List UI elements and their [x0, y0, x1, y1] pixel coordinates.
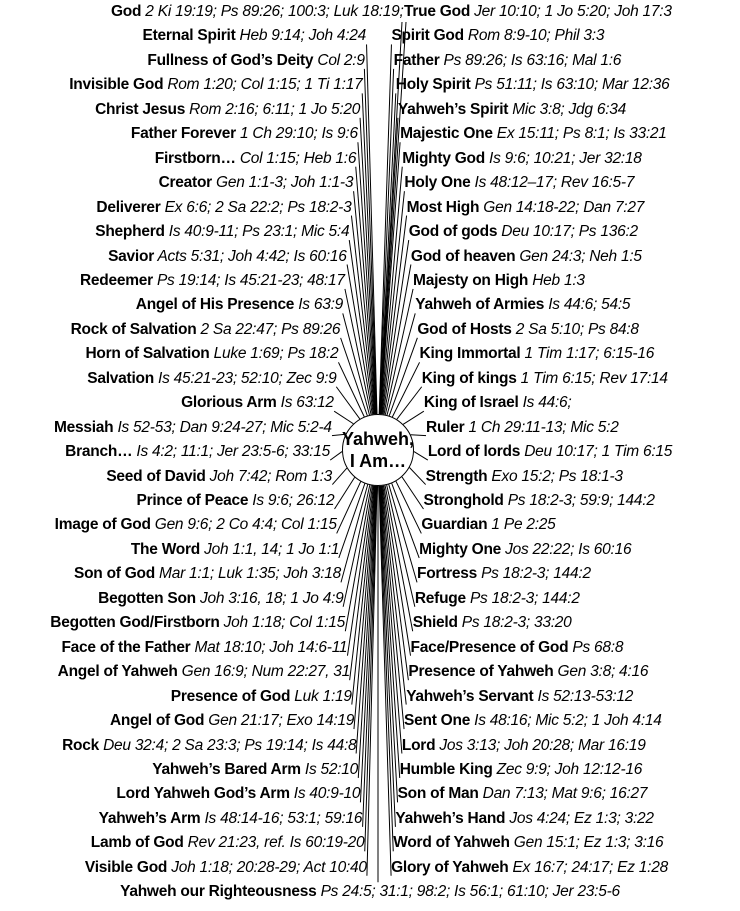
- name-label-bottom-0: [120, 882, 620, 902]
- scripture-reference: Ps 68:8: [568, 638, 624, 656]
- scripture-reference: Is 44:6;: [518, 394, 572, 412]
- name-text: Ruler: [426, 418, 465, 436]
- scripture-reference: Ps 24:5; 31:1; 98:2; Is 56:1; 61:10; Jer 23:5-6: [316, 883, 620, 901]
- ray-left-18: [332, 468, 347, 484]
- name-label-right-3: [398, 100, 626, 120]
- name-text: Deliverer: [96, 198, 161, 216]
- scripture-reference: 2 Sa 22:47; Ps 89:26: [196, 320, 341, 338]
- name-text: Salvation: [87, 369, 154, 387]
- scripture-reference: Luk 1:19: [290, 687, 352, 705]
- name-text: Lord of lords: [427, 443, 521, 461]
- name-text: Sent One: [404, 712, 471, 730]
- name-label-left-29: [62, 736, 356, 756]
- scripture-reference: Rom 8:9-10; Phil 3:3: [463, 27, 605, 45]
- name-text: Fortress: [417, 565, 478, 583]
- ray-right-17: [414, 452, 428, 461]
- name-text: Stronghold: [423, 492, 504, 509]
- name-text: God of Hosts: [417, 320, 512, 338]
- name-text: Strength: [425, 467, 488, 485]
- name-label-right-13: [420, 344, 655, 364]
- name-label-left-24: [50, 613, 345, 633]
- scripture-reference: Ps 18:2-3; 144:2: [465, 589, 580, 607]
- scripture-reference: Rev 21:23, ref. Is 60:19-20: [183, 834, 365, 852]
- name-label-right-5: [402, 149, 641, 169]
- ray-left-15: [334, 411, 353, 424]
- name-text: Lord Yahweh God’s Arm: [116, 785, 290, 803]
- scripture-reference: Jos 4:24; Ez 1:3; 3:22: [505, 809, 654, 827]
- ray-left-17: [330, 452, 342, 461]
- scripture-reference: 1 Ch 29:11-13; Mic 5:2: [464, 418, 619, 436]
- scripture-reference: Mic 3:8; Jdg 6:34: [508, 100, 627, 118]
- scripture-reference: Gen 9:6; 2 Co 4:4; Col 1:15: [150, 516, 337, 534]
- name-label-right-28: [404, 711, 662, 731]
- name-label-left-30: [152, 760, 358, 780]
- name-label-right-24: [413, 613, 572, 633]
- scripture-reference: Jos 3:13; Joh 20:28; Mar 16:19: [435, 736, 646, 754]
- name-text: Glorious Arm: [181, 394, 277, 412]
- name-text: Humble King: [399, 760, 493, 778]
- name-text: Mighty God: [402, 149, 485, 167]
- scripture-reference: Is 9:6; 26:12: [248, 492, 335, 509]
- name-text: Angel of Yahweh: [57, 663, 178, 681]
- scripture-reference: Ps 18:2-3; 59:9; 144:2: [503, 492, 655, 509]
- name-label-right-1: [394, 51, 622, 71]
- scripture-reference: Zec 9:9; Joh 12:12-16: [492, 760, 643, 778]
- name-text: Image of God: [54, 516, 151, 534]
- name-label-left-12: [71, 320, 341, 340]
- name-label-left-33: [91, 833, 365, 853]
- name-text: Holy Spirit: [395, 76, 471, 94]
- scripture-reference: Rom 1:20; Col 1:15; 1 Ti 1:17: [163, 76, 363, 94]
- name-label-right-12: [417, 320, 638, 340]
- name-label-left-13: [85, 344, 338, 364]
- scripture-reference: 1 Tim 1:17; 6:15-16: [520, 345, 655, 363]
- name-label-right-23: [415, 589, 580, 609]
- name-label-left-20: [55, 515, 337, 535]
- scripture-reference: 1 Ch 29:10; Is 9:6: [235, 125, 358, 143]
- scripture-reference: Is 52:10: [300, 760, 359, 778]
- name-label-left-25: [61, 638, 347, 658]
- name-text: Savior: [108, 247, 154, 265]
- name-label-right-15: [424, 393, 572, 413]
- name-text: Rock: [62, 736, 100, 754]
- scripture-reference: Ps 89:26; Is 63:16; Mal 1:6: [439, 51, 622, 69]
- scripture-reference: Ps 18:2-3; 33:20: [457, 614, 572, 632]
- scripture-reference: 2 Ki 19:19; Ps 89:26; 100:3; Luk 18:19;: [141, 3, 404, 20]
- name-label-left-4: [131, 124, 358, 144]
- name-label-left-14: [87, 369, 336, 389]
- scripture-reference: Gen 21:17; Exo 14:19: [204, 712, 355, 730]
- name-label-left-32: [99, 809, 363, 829]
- scripture-reference: Dan 7:13; Mat 9:6; 16:27: [478, 785, 648, 803]
- scripture-reference: Is 63:9: [294, 296, 344, 314]
- name-label-left-9: [108, 247, 347, 267]
- name-label-left-22: [74, 564, 341, 584]
- name-label-right-29: [402, 736, 646, 756]
- name-text: Yahweh our Righteousness: [120, 883, 317, 901]
- name-text: Majesty on High: [413, 271, 529, 289]
- scripture-reference: Gen 16:9; Num 22:27, 31: [177, 663, 350, 681]
- name-text: Yahweh of Armies: [415, 296, 545, 314]
- name-label-left-11: [136, 295, 343, 315]
- name-text: Face of the Father: [61, 638, 191, 656]
- name-label-left-31: [116, 784, 360, 804]
- name-text: Messiah: [53, 418, 114, 436]
- name-label-right-31: [398, 784, 648, 804]
- name-text: Shepherd: [95, 223, 165, 241]
- scripture-reference: Ex 16:7; 24:17; Ez 1:28: [508, 858, 668, 876]
- scripture-reference: Col 2:9: [313, 51, 365, 69]
- scripture-reference: Is 52:13-53:12: [533, 687, 634, 705]
- ray-right-22: [389, 484, 417, 582]
- scripture-reference: Joh 7:42; Rom 1:3: [205, 467, 333, 485]
- name-label-right-21: [419, 540, 631, 560]
- scripture-reference: Gen 3:8; 4:16: [553, 663, 649, 681]
- name-text: Spirit God: [391, 27, 464, 45]
- scripture-reference: Rom 2:16; 6:11; 1 Jo 5:20: [185, 100, 361, 118]
- scripture-reference: Joh 3:16, 18; 1 Jo 4:9: [195, 589, 344, 607]
- name-label-right-20: [421, 515, 555, 535]
- name-label-top-1: [404, 2, 672, 22]
- name-text: Yahweh’s Spirit: [397, 100, 509, 118]
- name-label-right-8: [409, 222, 638, 242]
- name-text: Eternal Spirit: [142, 27, 236, 45]
- scripture-reference: Is 4:2; 11:1; Jer 23:5-6; 33:15: [132, 443, 330, 461]
- name-label-right-19: [423, 491, 654, 511]
- name-text: Father: [393, 51, 440, 69]
- name-label-right-34: [391, 858, 668, 878]
- scripture-reference: Is 48:14-16; 53:1; 59:16: [200, 809, 363, 827]
- name-text: Visible God: [84, 858, 168, 876]
- name-label-left-34: [85, 858, 367, 878]
- name-label-left-8: [95, 222, 349, 242]
- name-text: Seed of David: [106, 467, 206, 485]
- scripture-reference: Mat 18:10; Joh 14:6-11: [190, 638, 348, 656]
- ray-right-20: [396, 481, 421, 533]
- ray-left-14: [336, 387, 360, 419]
- scripture-reference: Deu 32:4; 2 Sa 23:3; Ps 19:14; Is 44:8: [99, 736, 357, 754]
- scripture-reference: 2 Sa 5:10; Ps 84:8: [511, 320, 639, 338]
- scripture-reference: Gen 24:3; Neh 1:5: [515, 247, 642, 265]
- name-text: The Word: [130, 540, 201, 558]
- name-label-left-23: [98, 589, 343, 609]
- name-label-right-7: [407, 198, 645, 218]
- name-text: Horn of Salvation: [85, 345, 210, 363]
- scripture-reference: 1 Tim 6:15; Rev 17:14: [516, 369, 668, 387]
- scripture-reference: Gen 15:1; Ez 1:3; 3:16: [509, 834, 664, 852]
- scripture-reference: Ex 6:6; 2 Sa 22:2; Ps 18:2-3: [160, 198, 352, 216]
- name-text: Word of Yahweh: [393, 834, 510, 852]
- name-text: Son of Man: [397, 785, 479, 803]
- name-label-right-22: [417, 564, 591, 584]
- name-text: Prince of Peace: [136, 492, 249, 509]
- name-label-right-27: [406, 687, 633, 707]
- scripture-reference: Ps 19:14; Is 45:21-23; 48:17: [152, 271, 345, 289]
- name-label-left-26: [58, 662, 350, 682]
- name-label-right-25: [411, 638, 624, 658]
- scripture-reference: Mar 1:1; Luk 1:35; Joh 3:18: [155, 565, 342, 583]
- scripture-reference: Is 48:16; Mic 5:2; 1 Joh 4:14: [470, 712, 662, 730]
- scripture-reference: Ex 15:11; Ps 8:1; Is 33:21: [492, 125, 667, 143]
- scripture-reference: Jos 22:22; Is 60:16: [501, 540, 632, 558]
- name-text: King Immortal: [419, 345, 521, 363]
- name-label-left-15: [181, 393, 334, 413]
- name-label-left-0: [143, 26, 367, 46]
- name-text: Mighty One: [419, 540, 502, 558]
- scripture-reference: Is 44:6; 54:5: [544, 296, 631, 314]
- name-label-right-30: [400, 760, 642, 780]
- name-text: Angel of His Presence: [135, 296, 295, 314]
- name-text: God of heaven: [410, 247, 516, 265]
- name-text: Guardian: [421, 516, 488, 534]
- name-text: Shield: [412, 614, 458, 632]
- name-label-right-10: [413, 271, 585, 291]
- name-text: Holy One: [404, 174, 471, 192]
- name-text: True God: [404, 3, 471, 20]
- scripture-reference: Ps 18:2-3; 144:2: [477, 565, 591, 583]
- name-label-right-14: [422, 369, 668, 389]
- name-text: Invisible God: [69, 76, 164, 94]
- scripture-reference: Heb 9:14; Joh 4:24: [235, 27, 367, 45]
- center-circle: [342, 414, 414, 486]
- name-text: Most High: [406, 198, 480, 216]
- name-text: Presence of Yahweh: [408, 663, 554, 681]
- name-text: King of kings: [421, 369, 517, 387]
- name-label-left-10: [80, 271, 345, 291]
- name-label-right-16: [426, 418, 619, 438]
- ray-left-19: [335, 477, 355, 509]
- name-text: Refuge: [414, 589, 466, 607]
- name-text: Yahweh’s Bared Arm: [152, 760, 301, 778]
- name-text: Redeemer: [79, 271, 153, 289]
- name-label-right-26: [408, 662, 648, 682]
- name-text: Son of God: [73, 565, 155, 583]
- name-label-right-0: [391, 26, 604, 46]
- name-text: King of Israel: [423, 394, 519, 412]
- name-label-left-1: [147, 51, 364, 71]
- name-text: Face/Presence of God: [410, 638, 569, 656]
- name-text: Fullness of God’s Deity: [147, 51, 314, 69]
- scripture-reference: Joh 1:1, 14; 1 Jo 1:1: [200, 540, 340, 558]
- name-text: Christ Jesus: [95, 100, 186, 118]
- name-label-left-19: [137, 491, 335, 511]
- name-label-right-11: [415, 295, 630, 315]
- name-label-left-7: [96, 198, 351, 218]
- name-label-left-6: [159, 173, 354, 193]
- name-text: Creator: [158, 174, 212, 192]
- scripture-reference: Is 45:21-23; 52:10; Zec 9:9: [153, 369, 337, 387]
- name-label-right-2: [396, 75, 670, 95]
- scripture-reference: Exo 15:2; Ps 18:1-3: [487, 467, 623, 485]
- ray-right-18: [409, 468, 425, 485]
- scripture-reference: Gen 1:1-3; Joh 1:1-3: [211, 174, 354, 192]
- center-line-2: I Am…: [349, 451, 407, 471]
- name-label-left-21: [131, 540, 339, 560]
- name-text: Angel of God: [109, 712, 205, 730]
- name-label-top-0: [111, 2, 404, 22]
- scripture-reference: Is 63:12: [276, 394, 334, 412]
- scripture-reference: Acts 5:31; Joh 4:42; Is 60:16: [153, 247, 347, 265]
- name-label-right-6: [404, 173, 634, 193]
- name-label-left-5: [155, 149, 356, 169]
- name-label-right-32: [395, 809, 653, 829]
- name-text: Yahweh’s Servant: [406, 687, 534, 705]
- name-text: Rock of Salvation: [70, 320, 197, 338]
- scripture-reference: 1 Pe 2:25: [487, 516, 556, 534]
- scripture-reference: Deu 10:17; Ps 136:2: [497, 223, 638, 241]
- name-label-left-27: [171, 687, 352, 707]
- name-label-left-16: [54, 418, 332, 438]
- name-text: Father Forever: [130, 125, 236, 143]
- scripture-reference: Is 40:9-10: [289, 785, 361, 803]
- name-label-left-18: [106, 467, 332, 487]
- name-text: Yahweh’s Arm: [98, 809, 201, 827]
- ray-right-19: [402, 477, 424, 509]
- name-text: Yahweh’s Hand: [395, 809, 506, 827]
- scripture-reference: Is 52-53; Dan 9:24-27; Mic 5:2-4: [113, 418, 332, 436]
- name-text: Presence of God: [170, 687, 291, 705]
- name-text: Begotten God/Firstborn: [50, 614, 220, 632]
- scripture-reference: Is 40:9-11; Ps 23:1; Mic 5:4: [164, 223, 350, 241]
- scripture-reference: Jer 10:10; 1 Jo 5:20; Joh 17:3: [470, 3, 672, 20]
- name-text: God: [111, 3, 142, 20]
- scripture-reference: Joh 1:18; Col 1:15: [219, 614, 345, 632]
- scripture-reference: Col 1:15; Heb 1:6: [235, 149, 357, 167]
- name-label-left-2: [69, 75, 362, 95]
- name-label-left-3: [95, 100, 360, 120]
- scripture-reference: Heb 1:3: [528, 271, 585, 289]
- scripture-reference: Luke 1:69; Ps 18:2: [209, 345, 339, 363]
- name-label-right-17: [428, 442, 672, 462]
- name-text: Lamb of God: [90, 834, 184, 852]
- name-text: Firstborn…: [154, 149, 236, 167]
- name-label-left-28: [110, 711, 354, 731]
- name-text: Lord: [401, 736, 436, 754]
- ray-left-20: [337, 482, 361, 534]
- scripture-reference: Ps 51:11; Is 63:10; Mar 12:36: [470, 76, 670, 94]
- name-text: Branch…: [65, 443, 133, 461]
- name-label-right-33: [393, 833, 663, 853]
- name-text: Begotten Son: [98, 589, 196, 607]
- center-line-1: Yahweh,: [341, 429, 415, 449]
- scripture-reference: Deu 10:17; 1 Tim 6:15: [520, 443, 673, 461]
- name-label-right-4: [400, 124, 667, 144]
- scripture-reference: Is 9:6; 10:21; Jer 32:18: [485, 149, 642, 167]
- name-text: Glory of Yahweh: [391, 858, 509, 876]
- scripture-reference: Joh 1:18; 20:28-29; Act 10:40: [167, 858, 367, 876]
- name-text: Majestic One: [400, 125, 493, 143]
- name-text: God of gods: [408, 223, 498, 241]
- ray-right-15: [403, 411, 424, 424]
- name-label-left-17: [65, 442, 330, 462]
- name-label-right-18: [426, 467, 623, 487]
- name-label-right-9: [411, 247, 642, 267]
- scripture-reference: Gen 14:18-22; Dan 7:27: [479, 198, 645, 216]
- scripture-reference: Is 48:12–17; Rev 16:5-7: [470, 174, 635, 192]
